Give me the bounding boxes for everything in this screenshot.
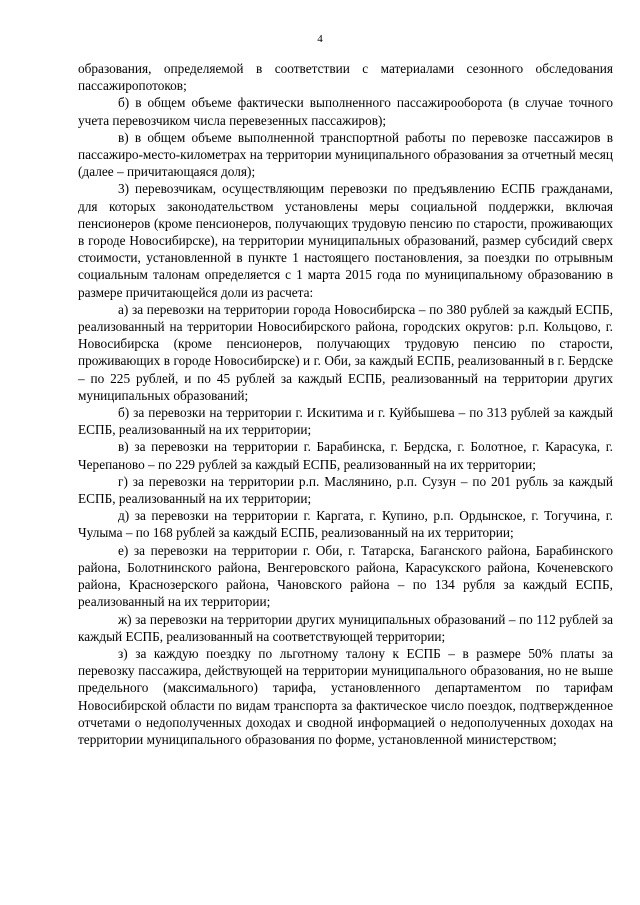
paragraph-continuation: образования, определяемой в соответствии с материалами сезонного обследования пассажиропотоков; <box>78 61 613 94</box>
document-body <box>78 60 613 748</box>
paragraph-subitem-zh: ж) за перевозки на территории других муниципальных образований – по 112 рублей за каждый ЕСПБ, реализованный на соответствующей территории; <box>78 611 613 644</box>
paragraph-item-v: в) в общем объеме выполненной транспортной работы по перевозке пассажиров в пассажиро-место-километрах на территории муниципального образования за отчетный месяц (далее – причитающаяся доля); <box>78 129 613 180</box>
paragraph-subitem-b: б) за перевозки на территории г. Искитима и г. Куйбышева – по 313 рублей за каждый ЕСПБ, реализованный на их территории; <box>78 405 613 438</box>
paragraph-subitem-d: д) за перевозки на территории г. Каргата, г. Купино, р.п. Ордынское, г. Тогучина, г. Чулыма – по 168 рублей за каждый ЕСПБ, реализованный на их территории; <box>78 508 613 541</box>
paragraph-subitem-a: а) за перевозки на территории города Новосибирска – по 380 рублей за каждый ЕСПБ, реализованный на территории Новосибирского района, городских округов: р.п. Кольцово, г. Новосибирска (кроме пенсионеров, получающих трудовую пенсию по старости, проживающих в городе Новосибирске) и г. Оби, за каждый ЕСПБ, реализованный в г. Бердске – по 225 рублей, и по 45 рублей за каждый ЕСПБ, реализованный на территории других муниципальных образований; <box>78 301 613 403</box>
paragraph-item-b: б) в общем объеме фактически выполненного пассажирооборота (в случае точного учета перевозчиком числа перевезенных пассажиров); <box>78 95 613 128</box>
paragraph-point-3: 3) перевозчикам, осуществляющим перевозки по предъявлению ЕСПБ гражданами, для которых законодательством установлены меры социальной поддержки, включая пенсионеров (кроме пенсионеров, получающих трудовую пенсию по старости, проживающих в городе Новосибирске), на территории муниципальных образований, размер субсидий сверх стоимости, установленной в пункте 1 настоящего постановления, за поездки по отрывным социальным талонам определяется с 1 марта 2015 года по муниципальному образованию в размере причитающейся доли из расчета: <box>78 181 613 300</box>
paragraph-subitem-e: е) за перевозки на территории г. Оби, г. Татарска, Баганского района, Барабинского района, Болотнинского района, Венгеровского района, Карасукского района, Коченевского района, Краснозерского района, Чановского района – по 134 рубля за каждый ЕСПБ, реализованный на их территории; <box>78 542 613 610</box>
paragraph-subitem-g: г) за перевозки на территории р.п. Маслянино, р.п. Сузун – по 201 рубль за каждый ЕСПБ, реализованный на их территории; <box>78 473 613 507</box>
paragraph-subitem-v: в) за перевозки на территории г. Барабинска, г. Бердска, г. Болотное, г. Карасука, г. Черепаново – по 229 рублей за каждый ЕСПБ, реализованный на их территории; <box>78 439 613 472</box>
paragraph-subitem-z: з) за каждую поездку по льготному талону к ЕСПБ – в размере 50% платы за перевозку пассажира, действующей на территории муниципального образования, но не выше предельного (максимального) тарифа, установленного департаментом по тарифам Новосибирской области по видам транспорта за фактическое число поездок, подтвержденное отчетами о недополученных доходах и сводной информацией о недополученных доходах на территории муниципального образования по форме, установленной министерством; <box>78 645 613 747</box>
page-number: 4 <box>317 33 323 45</box>
